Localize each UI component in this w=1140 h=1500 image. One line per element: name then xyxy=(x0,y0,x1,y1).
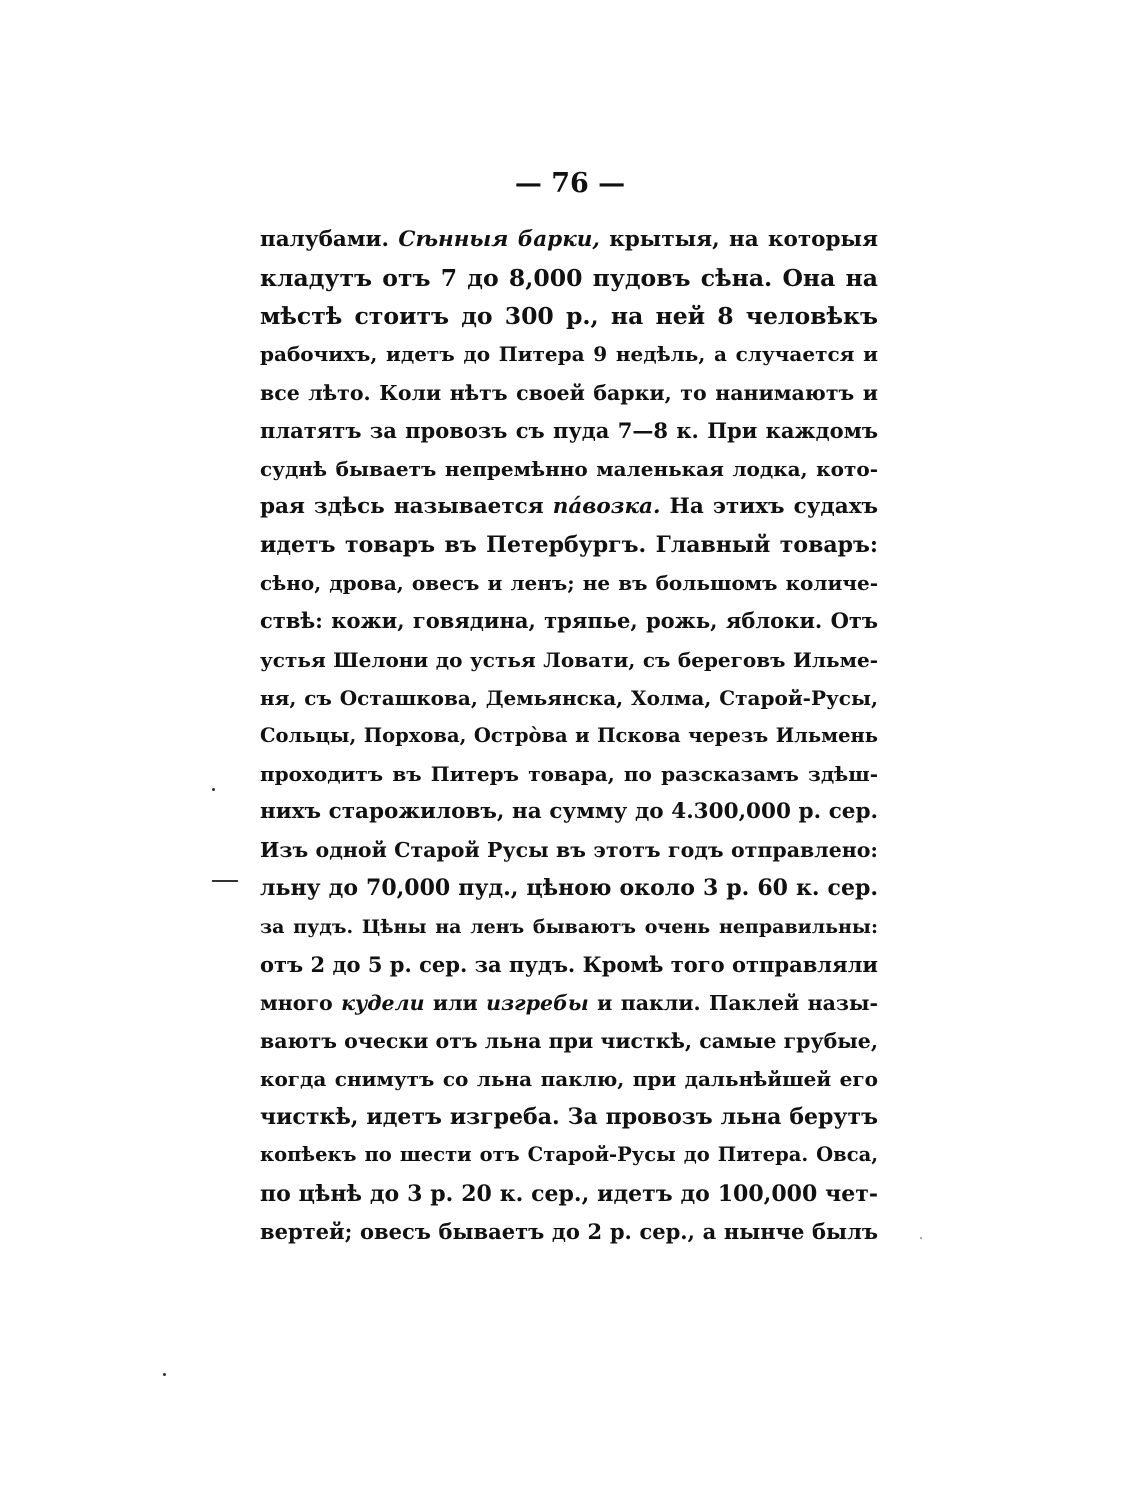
text-line xyxy=(260,679,878,717)
text-line xyxy=(260,488,878,526)
text-run: кладутъ отъ 7 до 8,000 пудовъ сѣна. Она на xyxy=(260,264,878,293)
text-run: нихъ старожиловъ, на сумму до 4.300,000 р. сер. xyxy=(260,799,878,825)
text-line xyxy=(260,526,878,564)
page-number: — 76 — xyxy=(514,168,626,199)
text-run: палубами. xyxy=(260,227,399,252)
text-run: вертей; овесъ бываетъ до 2 р. сер., а нынче былъ xyxy=(260,1218,878,1244)
text-run: ваютъ очески отъ льна при чисткѣ, самые грубые, xyxy=(260,1028,878,1053)
text-line xyxy=(260,450,878,488)
text-line xyxy=(260,755,878,793)
text-run: устья Шелони до устья Ловати, съ береговъ Ильме- xyxy=(260,647,878,672)
text-run: ня, съ Осташкова, Демьянска, Холма, Старой-Русы, xyxy=(260,685,878,710)
text-line xyxy=(260,1175,878,1213)
text-run: копѣекъ по шести отъ Старой-Русы до Питера. Овса, xyxy=(260,1143,878,1167)
text-line xyxy=(260,984,878,1022)
text-line xyxy=(260,793,878,831)
italic-term: пáвозка. xyxy=(552,493,661,519)
text-line xyxy=(260,221,878,259)
text-run: проходитъ въ Питеръ товара, по разсказамъ здѣш- xyxy=(260,761,878,786)
text-line xyxy=(260,412,878,450)
text-run: все лѣто. Коли нѣтъ своей барки, то нанимаютъ и xyxy=(260,380,878,405)
text-line xyxy=(260,1213,878,1251)
text-run: На этихъ судахъ xyxy=(660,493,878,519)
text-run: Изъ одной Старой Русы въ этотъ годъ отправлено: xyxy=(260,838,878,863)
text-line xyxy=(260,602,878,640)
text-run: много xyxy=(260,990,342,1015)
text-run: суднѣ бываетъ непремѣнно маленькая лодка, кото- xyxy=(260,456,878,481)
text-run: платятъ за провозъ съ пуда 7—8 к. При каждомъ xyxy=(260,417,878,443)
body-text xyxy=(260,221,878,1251)
text-run: и пакли. Паклей назы- xyxy=(588,990,878,1015)
text-line xyxy=(260,641,878,679)
text-line xyxy=(260,374,878,412)
text-line xyxy=(260,1136,878,1174)
margin-dot xyxy=(212,788,215,791)
text-line xyxy=(260,908,878,946)
text-line xyxy=(260,831,878,869)
text-run: ствѣ: кожи, говядина, тряпье, рожь, яблоки. Отъ xyxy=(260,608,878,634)
text-line xyxy=(260,1022,878,1060)
italic-term: изгребы xyxy=(486,990,589,1015)
italic-term: Сѣнныя барки, xyxy=(398,227,600,252)
text-line xyxy=(260,1098,878,1136)
text-line xyxy=(260,297,878,335)
text-run: льну до 70,000 пуд., цѣною около 3 р. 60 к. сер. xyxy=(260,875,878,902)
text-run: когда снимутъ со льна паклю, при дальнѣйшей его xyxy=(260,1067,878,1092)
text-run: Сольцы, Порхова, Острòва и Пскова черезъ Ильмень xyxy=(260,723,878,747)
text-run: отъ 2 до 5 р. сер. за пудъ. Кромѣ того отправляли xyxy=(260,951,878,977)
text-run: по цѣнѣ до 3 р. 20 к. сер., идетъ до 100,000 чет- xyxy=(260,1180,878,1207)
text-line xyxy=(260,259,878,297)
text-run: рая здѣсь называется xyxy=(260,493,553,519)
text-run: рабочихъ, идетъ до Питера 9 недѣль, а случается и xyxy=(260,342,878,367)
text-run: мѣстѣ стоитъ до 300 р., на ней 8 человѣкъ xyxy=(260,302,878,331)
text-line xyxy=(260,717,878,755)
margin-dot xyxy=(920,1237,922,1239)
text-line xyxy=(260,1060,878,1098)
margin-dash xyxy=(212,880,238,882)
text-line xyxy=(260,946,878,984)
margin-dot xyxy=(163,1373,166,1376)
text-run: за пудъ. Цѣны на ленъ бываютъ очень неправильны: xyxy=(260,915,878,938)
text-line xyxy=(260,564,878,602)
text-run: сѣно, дрова, овесъ и ленъ; не въ большомъ количе- xyxy=(260,571,878,596)
text-run: чисткѣ, идетъ изгреба. За провозъ льна берутъ xyxy=(260,1104,878,1131)
italic-term: кудели xyxy=(341,990,425,1015)
text-line xyxy=(260,335,878,373)
text-run: или xyxy=(424,990,487,1015)
text-line xyxy=(260,869,878,907)
text-run: идетъ товаръ въ Петербургъ. Главный товаръ: xyxy=(260,532,878,559)
text-run: крытыя, на которыя xyxy=(599,227,878,252)
